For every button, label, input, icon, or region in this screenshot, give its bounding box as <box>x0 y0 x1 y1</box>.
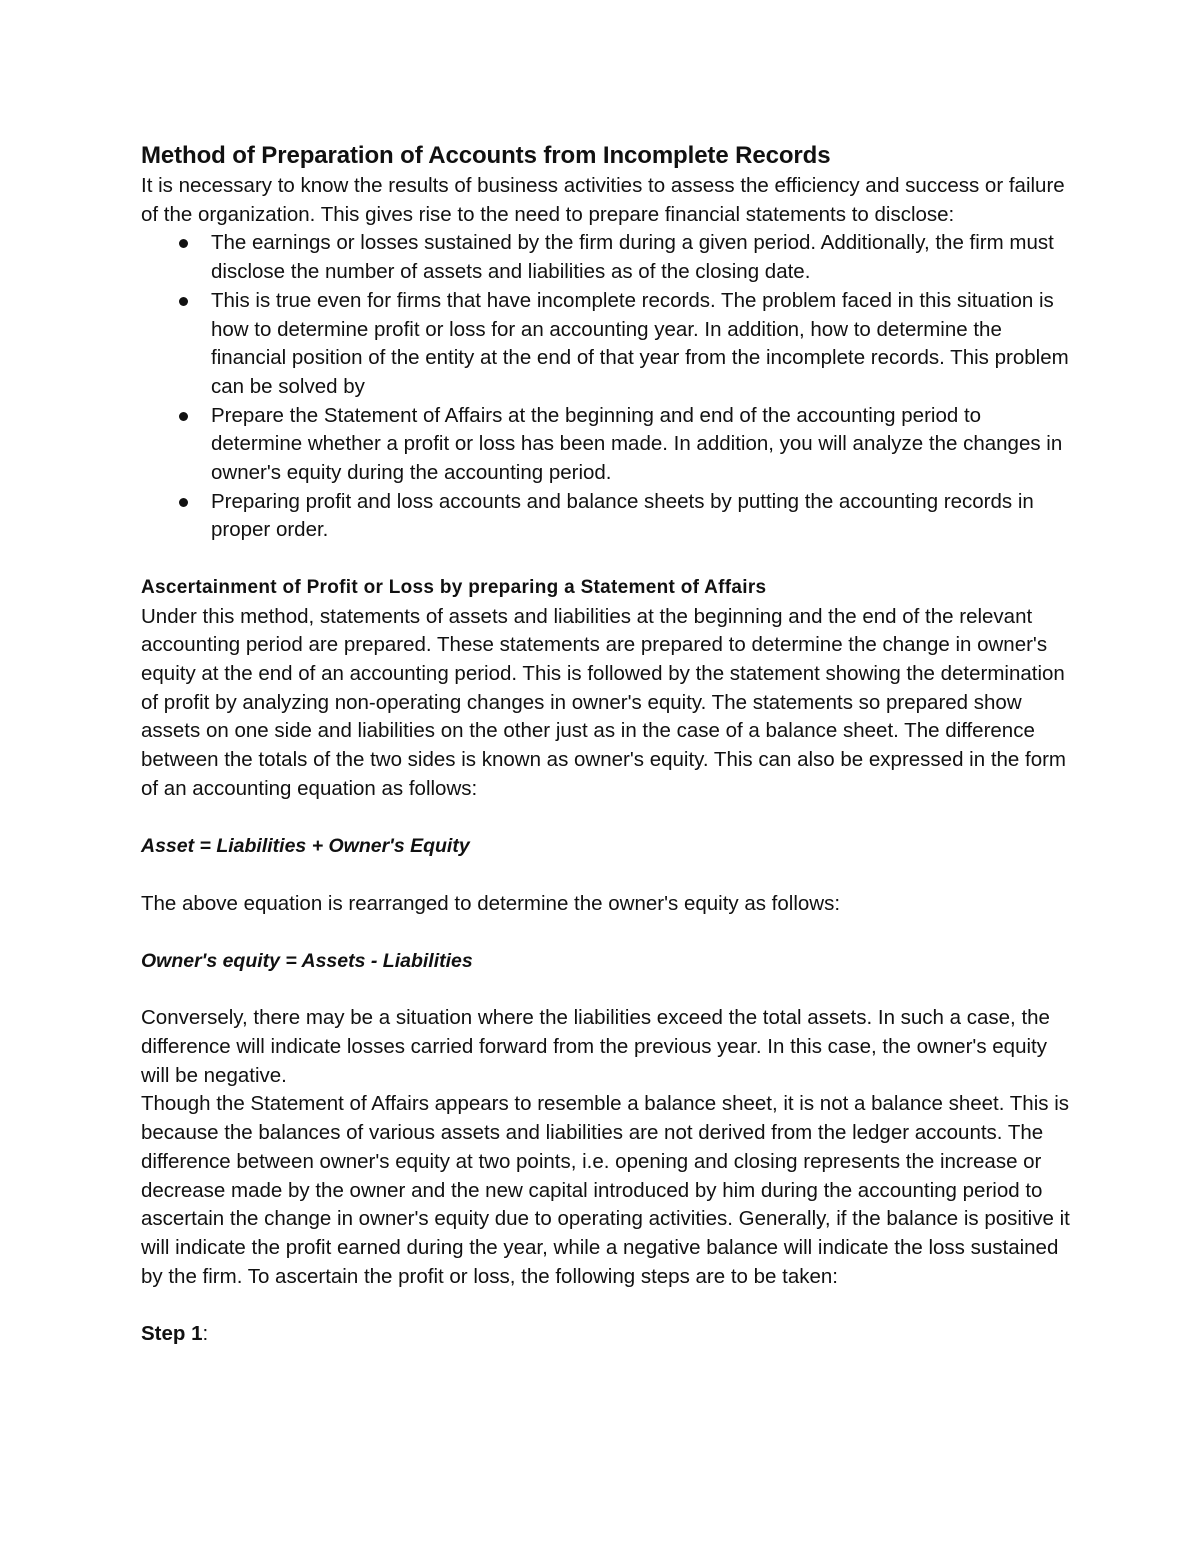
step-suffix: : <box>202 1322 209 1346</box>
bullet-icon <box>179 412 188 421</box>
bullet-list <box>141 229 1071 545</box>
document-title: Method of Preparation of Accounts from Incomplete Records <box>141 142 831 169</box>
list-item <box>211 402 1071 488</box>
rearranged-paragraph: The above equation is rearranged to determine the owner's equity as follows: <box>141 891 841 915</box>
spacer <box>141 861 1071 890</box>
step-label: Step 1 <box>141 1322 203 1346</box>
spacer <box>141 976 1071 1005</box>
bullet-icon <box>179 498 188 507</box>
bullet-text: Prepare the Statement of Affairs at the beginning and end of the accounting period to determine whether a profit or loss has been made. In addition, you will analyze the changes in owner's equity during the accounting period. <box>211 403 1063 485</box>
section-heading: Ascertainment of Profit or Loss by preparing a Statement of Affairs <box>141 576 767 598</box>
step-line <box>141 1320 1071 1349</box>
bullet-icon <box>179 239 188 248</box>
list-item <box>211 488 1071 545</box>
spacer <box>141 1291 1071 1320</box>
document-page <box>141 140 1071 1349</box>
spacer <box>141 545 1071 574</box>
conversely-paragraph: Conversely, there may be a situation where the liabilities exceed the total assets. In such a case, the difference will indicate losses carried forward from the previous year. In this case, the owner's equity will be negative. <box>141 1006 1050 1087</box>
section-paragraph: Under this method, statements of assets and liabilities at the beginning and the end of the relevant accounting period are prepared. These statements are prepared to determine the change in owner's equity at the end of an accounting period. This is followed by the statement showing the determination of profit by analyzing non-operating changes in owner's equity. The statements so prepared show assets on one side and liabilities on the other just as in the case of a balance sheet. The difference between the totals of the two sides is known as owner's equity. This can also be expressed in the form of an accounting equation as follows: <box>141 604 1067 800</box>
bullet-text: This is true even for firms that have incomplete records. The problem faced in this situation is how to determine profit or loss for an accounting year. In addition, how to determine the financial position of the entity at the end of that year from the incomplete records. This problem can be solved by <box>211 288 1069 398</box>
bullet-icon <box>179 297 188 306</box>
spacer <box>141 918 1071 947</box>
list-item <box>211 229 1071 286</box>
bullet-text: Preparing profit and loss accounts and balance sheets by putting the accounting records in proper order. <box>211 489 1034 542</box>
equation-owners-equity: Owner's equity = Assets - Liabilities <box>141 949 473 972</box>
spacer <box>141 803 1071 832</box>
bullet-text: The earnings or losses sustained by the firm during a given period. Additionally, the firm must disclose the number of assets and liabilities as of the closing date. <box>211 231 1054 284</box>
list-item <box>211 287 1071 402</box>
equation-assets: Asset = Liabilities + Owner's Equity <box>141 835 470 858</box>
intro-paragraph: It is necessary to know the results of business activities to assess the efficiency and success or failure of the organization. This gives rise to the need to prepare financial statements to disclose: <box>141 174 1065 226</box>
statement-of-affairs-paragraph: Though the Statement of Affairs appears to resemble a balance sheet, it is not a balance sheet. This is because the balances of various assets and liabilities are not derived from the ledger accounts. The difference between owner's equity at two points, i.e. opening and closing represents the increase or decrease made by the owner and the new capital introduced by him during the accounting period to ascertain the change in owner's equity due to operating activities. Generally, if the balance is positive it will indicate the profit earned during the year, while a negative balance will indicate the loss sustained by the firm. To ascertain the profit or loss, the following steps are to be taken: <box>141 1092 1070 1288</box>
